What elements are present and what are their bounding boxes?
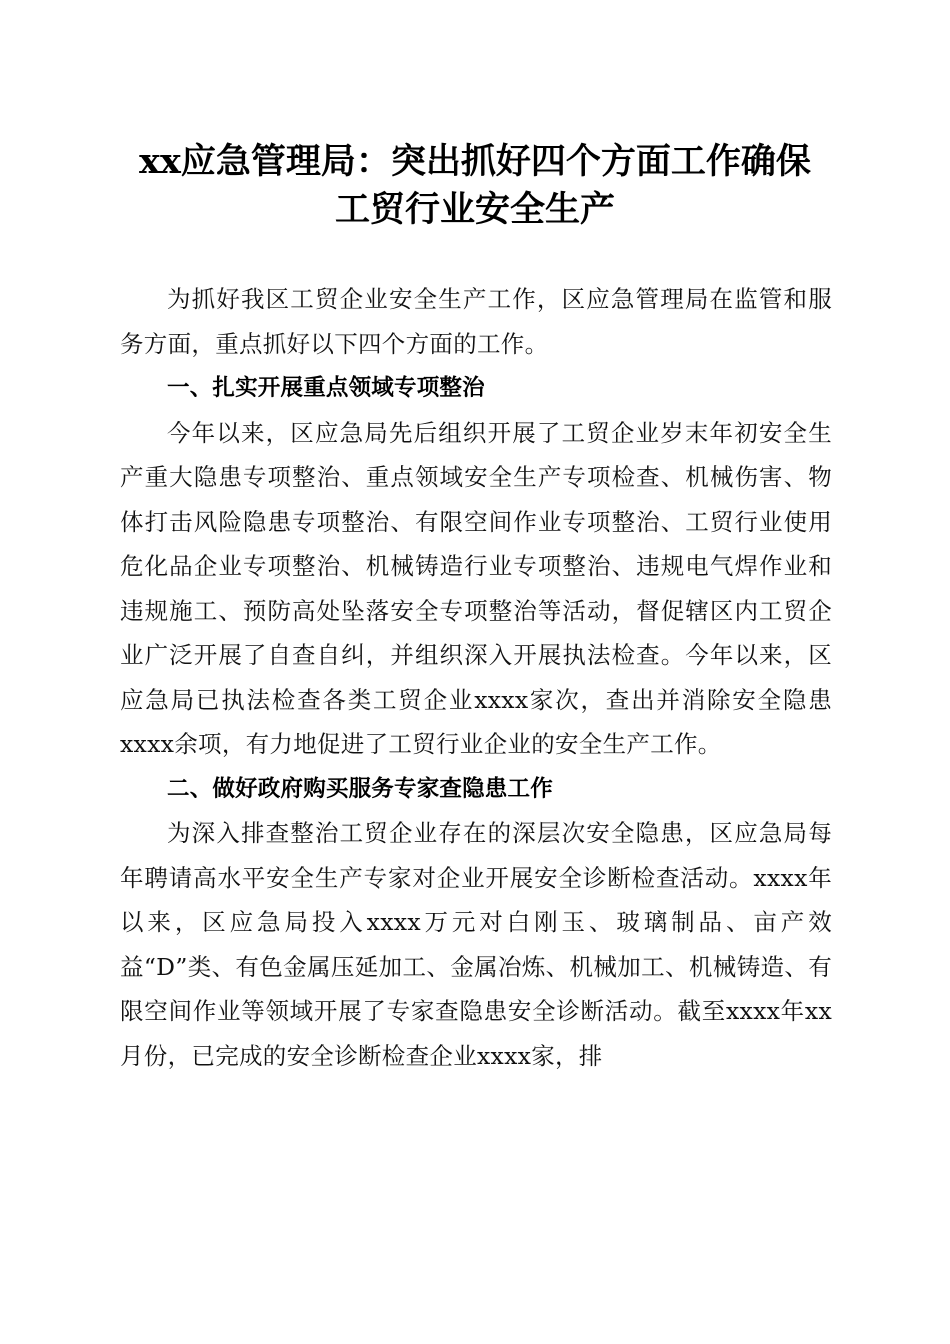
intro-paragraph: 为抓好我区工贸企业安全生产工作，区应急管理局在监管和服务方面，重点抓好以下四个方面的工作。 (120, 285, 832, 358)
document-body (120, 277, 832, 1078)
section-2-heading: 二、做好政府购买服务专家查隐患工作 (167, 775, 553, 802)
title-line-1: xx应急管理局：突出抓好四个方面工作确保 (139, 141, 811, 182)
title-line-2: 工贸行业安全生产 (334, 189, 615, 230)
section-1-heading: 一、扎实开展重点领域专项整治 (167, 375, 485, 401)
document-title (100, 138, 850, 234)
section-2-paragraph: 为深入排查整治工贸企业存在的深层次安全隐患，区应急局每年聘请高水平安全生产专家对企业开展安全诊断检查活动。xxxx年以来，区应急局投入xxxx万元对白刚玉、玻璃制品、亩产效益“D”类、有色金属压延加工、金属冶炼、机械加工、机械铸造、有限空间作业等领域开展了专家查隐患安全诊断活动。截至xxxx年xx月份，已完成的安全诊断检查企业xxxx家，排 (120, 819, 832, 1070)
section-1-paragraph: 今年以来，区应急局先后组织开展了工贸企业岁末年初安全生产重大隐患专项整治、重点领域安全生产专项检查、机械伤害、物体打击风险隐患专项整治、有限空间作业专项整治、工贸行业使用危化品企业专项整治、机械铸造行业专项整治、违规电气焊作业和违规施工、预防高处坠落安全专项整治等活动，督促辖区内工贸企业广泛开展了自查自纠，并组织深入开展执法检查。今年以来，区应急局已执法检查各类工贸企业xxxx家次，查出并消除安全隐患xxxx余项，有力地促进了工贸行业企业的安全生产工作。 (120, 418, 832, 758)
